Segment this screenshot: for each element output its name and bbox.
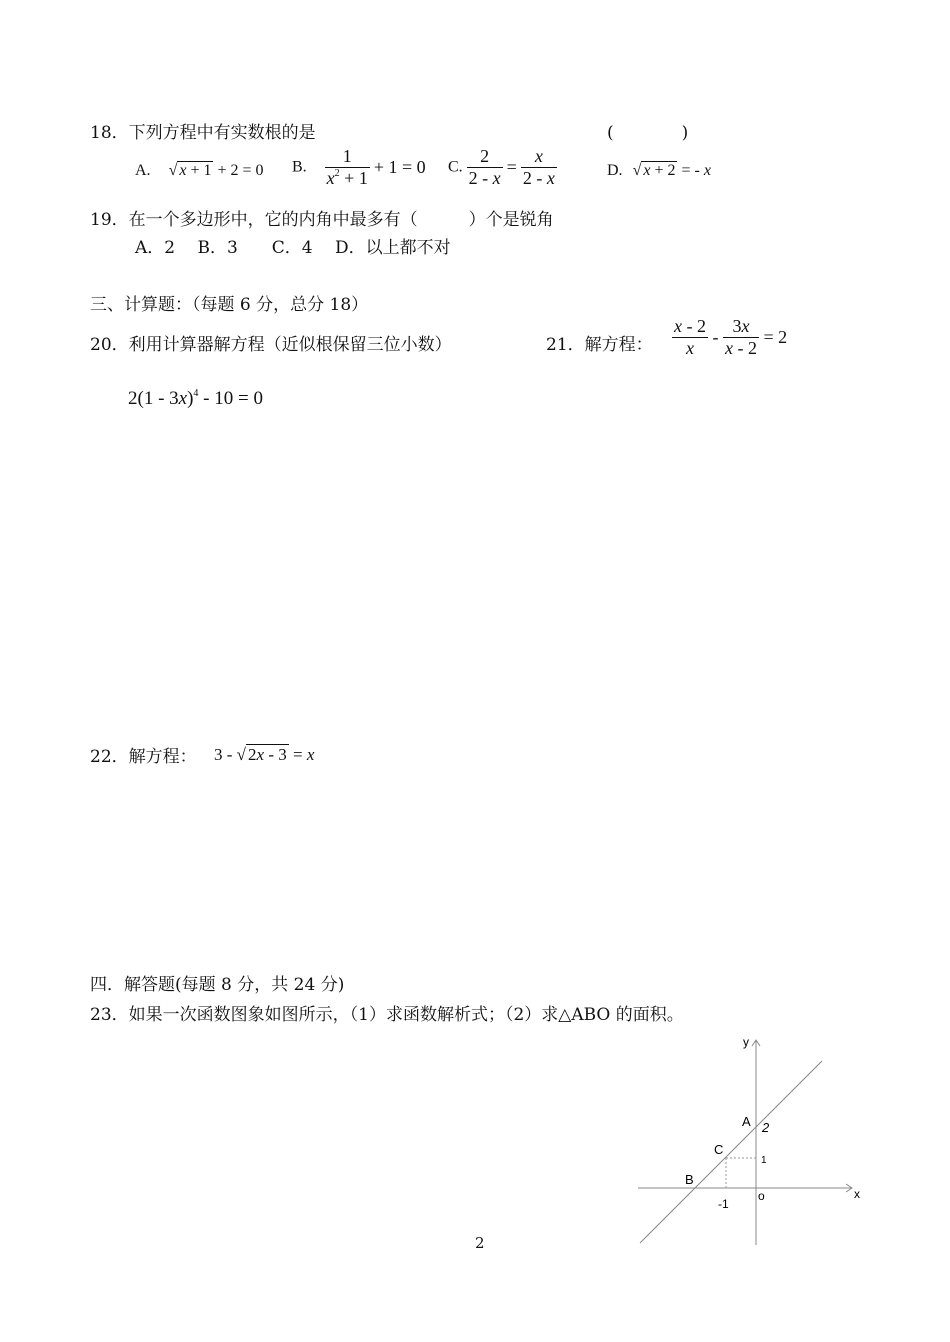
q21-fraction-right: $\frac{3x}{x - 2}$: [725, 316, 757, 358]
origin-label: o: [758, 1189, 765, 1203]
option-c-fraction-left: $\frac{2}{2 - x}$: [468, 146, 501, 188]
option-c-fraction-right: $\frac{x}{2 - x}$: [522, 146, 555, 188]
question-22-equation: 3 - √ 2x - 3 = x: [214, 745, 315, 764]
question-19-stem: 19．在一个多边形中，它的内角中最多有（ ）个是锐角: [90, 210, 554, 230]
section-3-title: 三、计算题：（每题 6 分，总分 18）: [90, 295, 369, 315]
y-axis-label: y: [743, 1035, 749, 1049]
section-4-title: 四．解答题(每题 8 分，共 24 分): [90, 975, 345, 995]
question-20-equation: 2(1 - 3x)$^4$ - 10 = 0: [128, 388, 263, 409]
question-19-options: A．2 B．3 C．4 D．以上都不对: [135, 238, 451, 258]
option-c: C. $\frac{2}{2 - x}$ = $\frac{x}{2 - x}$: [448, 146, 555, 188]
option-d-formula: √ x + 2 = - x: [632, 162, 711, 179]
function-line: [640, 1061, 822, 1243]
point-b-label: B: [685, 1172, 694, 1187]
option-c-label: C.: [448, 158, 463, 176]
point-a-label: A: [742, 1114, 751, 1129]
label-neg1: -1: [718, 1197, 729, 1211]
question-23-stem: 23．如果一次函数图象如图所示，（1）求函数解析式；（2）求△ABO 的面积。: [90, 1005, 684, 1025]
label-2: 2: [762, 1120, 770, 1135]
question-21-stem: 21．解方程：: [546, 335, 653, 355]
answer-blank: ( ): [607, 123, 689, 143]
point-c-label: C: [714, 1142, 724, 1157]
question-21-equation: $\frac{x - 2}{x}$ - $\frac{3x}{x - 2}$ = 2: [674, 316, 788, 358]
x-axis-label: x: [854, 1187, 860, 1201]
option-a-formula: √ x + 1 + 2 = 0: [168, 162, 264, 179]
question-18-stem: 18．下列方程中有实数根的是: [90, 123, 316, 143]
label-1: 1: [761, 1155, 767, 1166]
option-b-label: B.: [292, 158, 307, 176]
question-22-stem: 22．解方程：: [90, 747, 197, 767]
option-b: B. $\frac{1}{x^2 + 1}$ + 1 = 0: [292, 146, 426, 188]
question-20-stem: 20．利用计算器解方程（近似根保留三位小数）: [90, 335, 452, 355]
q21-fraction-left: $\frac{x - 2}{x}$: [674, 316, 706, 358]
option-b-fraction: $\frac{1}{x^2 + 1}$: [326, 146, 368, 188]
option-a: [135, 162, 264, 180]
option-d-label: D.: [607, 162, 623, 179]
option-d: [607, 162, 711, 180]
function-graph: [630, 1030, 870, 1255]
option-a-label: A.: [135, 162, 151, 179]
page-number: 2: [475, 1234, 485, 1252]
